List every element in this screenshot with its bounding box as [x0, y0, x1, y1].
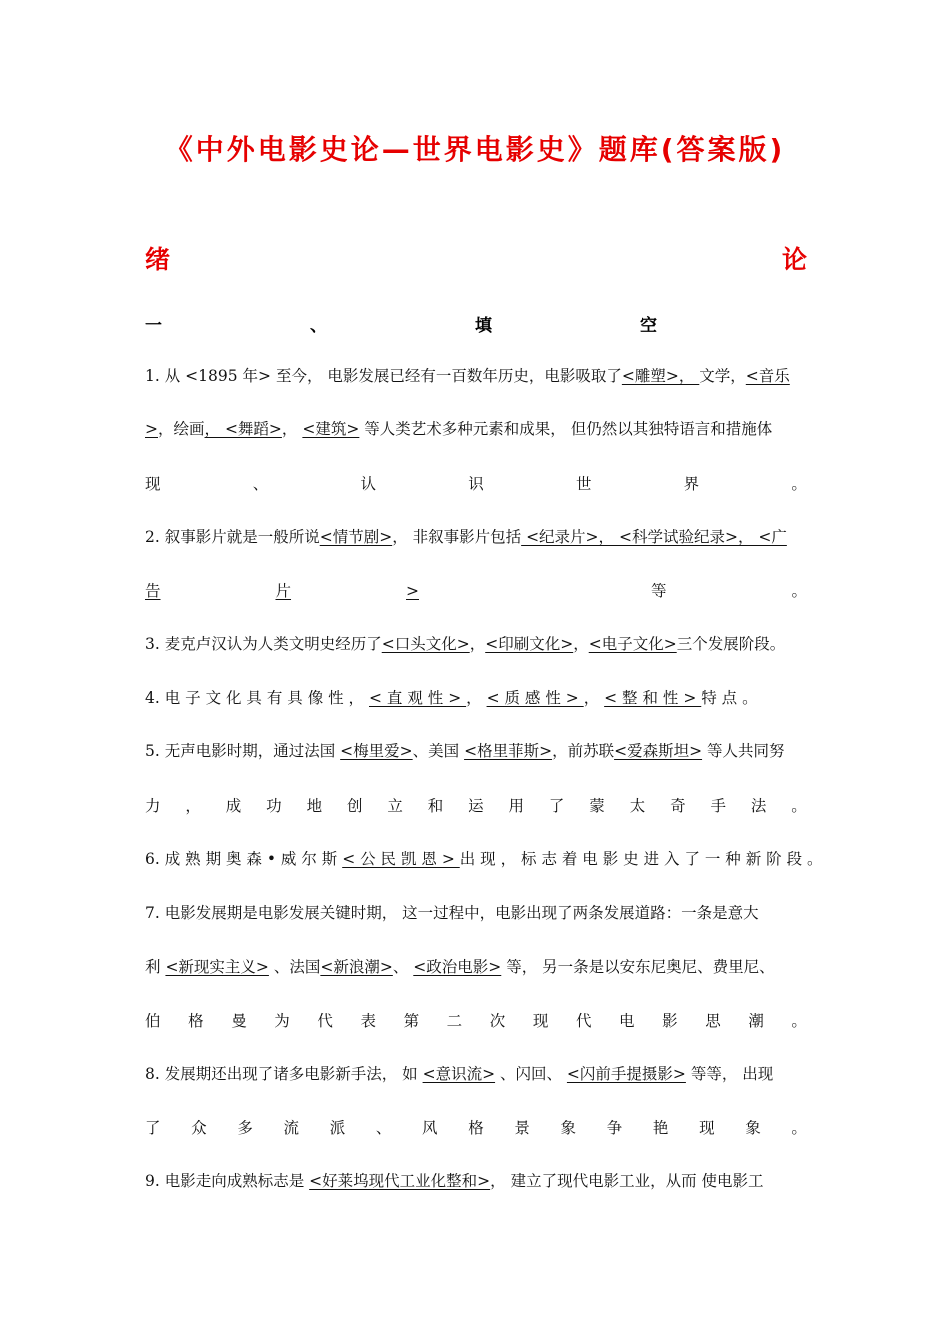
text: 识 — [468, 475, 484, 493]
text: ， — [281, 420, 298, 438]
text: 格 — [188, 1012, 204, 1030]
text: 4. 电 子 文 化 具 有 具 像 性 ， — [145, 689, 369, 707]
text: 、 — [392, 958, 414, 976]
answer-blank: <电子文化> — [588, 635, 677, 653]
text: 等人类艺术多种元素和成果， 但仍然以其独特语言和措施体 — [359, 420, 773, 438]
answer-blank: < 质 感 性 > — [486, 689, 584, 707]
text: 等等， 出现 — [685, 1065, 774, 1083]
text: 现 — [699, 1119, 715, 1137]
text: 、法国 — [268, 958, 321, 976]
question-2-line-1 — [145, 523, 807, 551]
answer-blank: <新浪潮> — [320, 958, 393, 976]
text: 法 — [750, 797, 767, 815]
question-7-line-2 — [145, 953, 807, 981]
text: 8. 发展期还出现了诸多电影新手法， 如 — [145, 1065, 423, 1083]
text: 曼 — [231, 1012, 247, 1030]
answer-blank: <建筑> — [302, 420, 360, 438]
text: 。 — [791, 1012, 807, 1030]
text: 成 — [225, 797, 242, 815]
text: 现 — [532, 1012, 549, 1030]
text: 、闪回、 — [495, 1065, 567, 1083]
text: 表 — [360, 1012, 376, 1030]
answer-blank: <好莱坞现代工业化整和> — [309, 1172, 491, 1190]
question-7-line-1 — [145, 899, 807, 927]
answer-blank: < 整 和 性 > — [604, 689, 702, 707]
answer-blank: <纪录片>， <科学试验纪录>， <广 — [521, 528, 787, 546]
answer-blank: <口头文化> — [381, 635, 470, 653]
text: 流 — [283, 1119, 300, 1137]
question-3-line-1 — [145, 630, 807, 658]
question-9-line-1 — [145, 1167, 807, 1195]
answer-blank: < 直 观 性 > — [369, 689, 467, 707]
text: 9. 电影走向成熟标志是 — [145, 1172, 310, 1190]
text: 。 — [791, 582, 807, 600]
text: 电 — [619, 1012, 635, 1030]
text: 7. 电影发展期是电影发展关键时期， 这一过程中，电影出现了两条发展道路：一条是意大 — [145, 904, 759, 922]
text: ， — [573, 635, 589, 653]
text: 。 — [791, 475, 807, 493]
text: 文学， — [699, 367, 746, 385]
text: ，前苏联 — [552, 742, 615, 760]
text: ， — [469, 635, 486, 653]
section-heading — [145, 311, 657, 336]
text-group — [539, 577, 807, 605]
text: ， — [185, 797, 201, 815]
question-1-line-3 — [145, 470, 807, 498]
text: 、 — [252, 475, 269, 493]
text: 象 — [560, 1119, 577, 1137]
text: 界 — [683, 475, 700, 493]
chapter-char: 论 — [781, 245, 807, 274]
question-5-line-1 — [145, 737, 807, 765]
text: 认 — [360, 475, 376, 493]
text: 代 — [317, 1012, 333, 1030]
question-4-line-1 — [145, 684, 807, 712]
text: 潮 — [748, 1012, 764, 1030]
text: 影 — [662, 1012, 678, 1030]
text: ，绘画 — [158, 420, 205, 438]
text: ， — [466, 689, 487, 707]
text: 、美国 — [412, 742, 465, 760]
text: 奇 — [670, 797, 686, 815]
answer-blank: <新现实主义> — [165, 958, 269, 976]
text: 立 — [387, 797, 403, 815]
text: <1895 年> — [185, 367, 272, 385]
answer-blank: <情节剧> — [319, 528, 393, 546]
text: 思 — [705, 1012, 721, 1030]
question-8-line-1 — [145, 1060, 807, 1088]
chapter-char: 绪 — [145, 245, 171, 274]
text: 功 — [266, 797, 282, 815]
answer-blank — [145, 577, 539, 605]
text: 第 — [403, 1012, 420, 1030]
text: 。 — [791, 797, 807, 815]
text: 派 — [329, 1119, 346, 1137]
text: 2. 叙事影片就是一般所说 — [145, 528, 320, 546]
text: 等人共同努 — [702, 742, 785, 760]
answer-blank: <政治电影> — [413, 958, 502, 976]
text: 景 — [514, 1119, 530, 1137]
text: 等 — [651, 582, 667, 600]
answer-blank: < 公 民 凯 恩 > — [342, 850, 460, 868]
question-1-line-2 — [145, 415, 807, 443]
text: ， — [583, 689, 605, 707]
section-char: 、 — [310, 316, 327, 336]
document-title: 《中外电影史论—世界电影史》题库(答案版) — [164, 133, 786, 166]
answer-blank: <格里菲斯> — [464, 742, 553, 760]
text: 地 — [306, 797, 323, 815]
text: 世 — [575, 475, 592, 493]
answer-blank: <音乐 — [745, 367, 790, 385]
text: 了 — [145, 1119, 161, 1137]
text: 风 — [422, 1119, 438, 1137]
section-char: 一 — [145, 316, 162, 336]
answer-blank: > — [145, 420, 158, 438]
text: 次 — [489, 1012, 506, 1030]
text: 三个发展阶段。 — [676, 635, 786, 653]
question-2-line-2 — [145, 577, 807, 605]
text: ， 非叙事影片包括 — [392, 528, 522, 546]
text: 至今， 电影发展已经有一百数年历史，电影吸取了 — [271, 367, 622, 385]
text: 格 — [468, 1119, 484, 1137]
question-7-line-3 — [145, 1007, 807, 1035]
text: 1. 从 — [145, 367, 181, 385]
question-8-line-2 — [145, 1114, 807, 1142]
answer-blank: <雕塑>， — [621, 367, 700, 385]
section-char: 填 — [475, 316, 492, 336]
question-5-line-2 — [145, 792, 807, 820]
text: 和 — [427, 797, 444, 815]
question-1-line-1 — [145, 362, 807, 390]
text: 出 现 ， 标 志 着 电 影 史 进 入 了 一 种 新 阶 段 。 — [459, 850, 823, 868]
text: 6. 成 熟 期 奥 森 • 威 尔 斯 — [145, 850, 343, 868]
text: 伯 — [145, 1012, 161, 1030]
text: 代 — [575, 1012, 592, 1030]
answer-blank: <意识流> — [422, 1065, 496, 1083]
text: 太 — [629, 797, 646, 815]
text: 了 — [548, 797, 565, 815]
text: 。 — [791, 1119, 807, 1137]
text: 蒙 — [589, 797, 605, 815]
text: 利 — [145, 958, 166, 976]
text: 为 — [274, 1012, 290, 1030]
answer-blank: <爱森斯坦> — [614, 742, 703, 760]
text: 现 — [145, 475, 161, 493]
text: 众 — [191, 1119, 207, 1137]
text: 多 — [237, 1119, 253, 1137]
text: 手 — [710, 797, 726, 815]
chapter-heading — [145, 240, 807, 276]
text: 、 — [375, 1119, 392, 1137]
text: 告 — [145, 582, 161, 600]
text: > — [406, 582, 419, 600]
text: ， 建立了现代电影工业，从而 使电影工 — [490, 1172, 764, 1190]
text: 力 — [145, 797, 161, 815]
text: 象 — [745, 1119, 761, 1137]
text: 5. 无声电影时期，通过法国 — [145, 742, 341, 760]
answer-blank: ， <舞蹈> — [204, 420, 282, 438]
text: 3. 麦克卢汉认为人类文明史经历了 — [145, 635, 382, 653]
answer-blank: <闪前手提摄影> — [566, 1065, 686, 1083]
text: 争 — [606, 1119, 623, 1137]
text: 用 — [508, 797, 525, 815]
text: 艳 — [652, 1119, 669, 1137]
text: 创 — [346, 797, 363, 815]
text: 运 — [468, 797, 484, 815]
text: 等， 另一条是以安东尼奥尼、费里尼、 — [501, 958, 775, 976]
answer-blank: <梅里爱> — [340, 742, 413, 760]
section-char: 空 — [640, 316, 657, 336]
answer-blank: <印刷文化> — [485, 635, 574, 653]
text: 二 — [446, 1012, 463, 1030]
question-6-line-1 — [145, 845, 823, 873]
text: 特 点 。 — [701, 689, 758, 707]
text: 片 — [275, 582, 292, 600]
